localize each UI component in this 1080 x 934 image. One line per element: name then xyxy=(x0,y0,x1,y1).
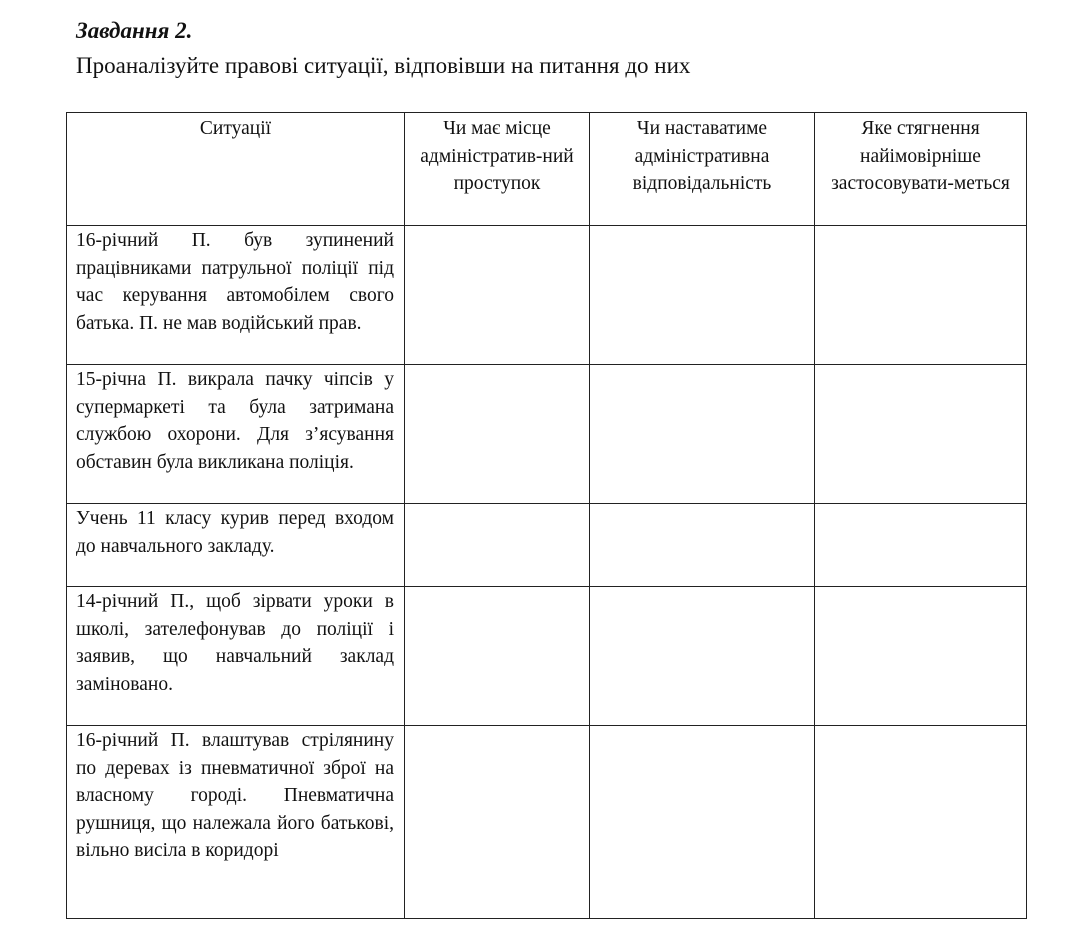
penalty-answer-cell[interactable] xyxy=(815,226,1027,365)
situation-text: Учень 11 класу курив перед входом до навчального закладу. xyxy=(76,508,394,557)
situation-text: 15-річна П. викрала пачку чіпсів у супермаркеті та була затримана службою охорони. Для з’ясування обставин була викликана поліція. xyxy=(76,369,394,473)
liability-answer-cell[interactable] xyxy=(590,504,815,587)
task-instruction: Проаналізуйте правові ситуації, відповівши на питання до них xyxy=(76,53,691,78)
penalty-answer-cell[interactable] xyxy=(815,726,1027,919)
liability-answer-cell[interactable] xyxy=(590,587,815,726)
situation-text: 14-річний П., щоб зірвати уроки в школі, зателефонував до поліції і заявив, що навчальний заклад заміновано. xyxy=(76,591,394,695)
situation-cell xyxy=(67,504,405,587)
table-row xyxy=(67,726,1027,919)
table-row xyxy=(67,365,1027,504)
header-penalty: Яке стягнення найімовірніше застосовувати-меться xyxy=(815,113,1027,226)
task-title: Завдання 2. xyxy=(76,18,193,43)
offense-answer-cell[interactable] xyxy=(405,365,590,504)
liability-answer-cell[interactable] xyxy=(590,226,815,365)
offense-answer-cell[interactable] xyxy=(405,726,590,919)
offense-answer-cell[interactable] xyxy=(405,226,590,365)
liability-answer-cell[interactable] xyxy=(590,726,815,919)
table-row xyxy=(67,504,1027,587)
situation-cell xyxy=(67,587,405,726)
situation-cell xyxy=(67,226,405,365)
situation-text: 16-річний П. влаштував стрілянину по деревах із пневматичної зброї на власному городі. Пневматична рушниця, що належала його батькові, вільно висіла в коридорі xyxy=(76,730,394,861)
offense-answer-cell[interactable] xyxy=(405,587,590,726)
header-offense: Чи має місце адміністратив-ний проступок xyxy=(405,113,590,226)
situations-table xyxy=(66,112,1027,919)
situation-text: 16-річний П. був зупинений працівниками патрульної поліції під час керування автомобілем свого батька. П. не мав водійський прав. xyxy=(76,230,394,334)
header-liability: Чи наставатиме адміністративна відповідальність xyxy=(590,113,815,226)
table-row xyxy=(67,587,1027,726)
header-situations: Ситуації xyxy=(67,113,405,226)
table-row xyxy=(67,226,1027,365)
situation-cell xyxy=(67,365,405,504)
offense-answer-cell[interactable] xyxy=(405,504,590,587)
table-header-row xyxy=(67,113,1027,226)
penalty-answer-cell[interactable] xyxy=(815,504,1027,587)
liability-answer-cell[interactable] xyxy=(590,365,815,504)
situation-cell xyxy=(67,726,405,919)
penalty-answer-cell[interactable] xyxy=(815,365,1027,504)
penalty-answer-cell[interactable] xyxy=(815,587,1027,726)
